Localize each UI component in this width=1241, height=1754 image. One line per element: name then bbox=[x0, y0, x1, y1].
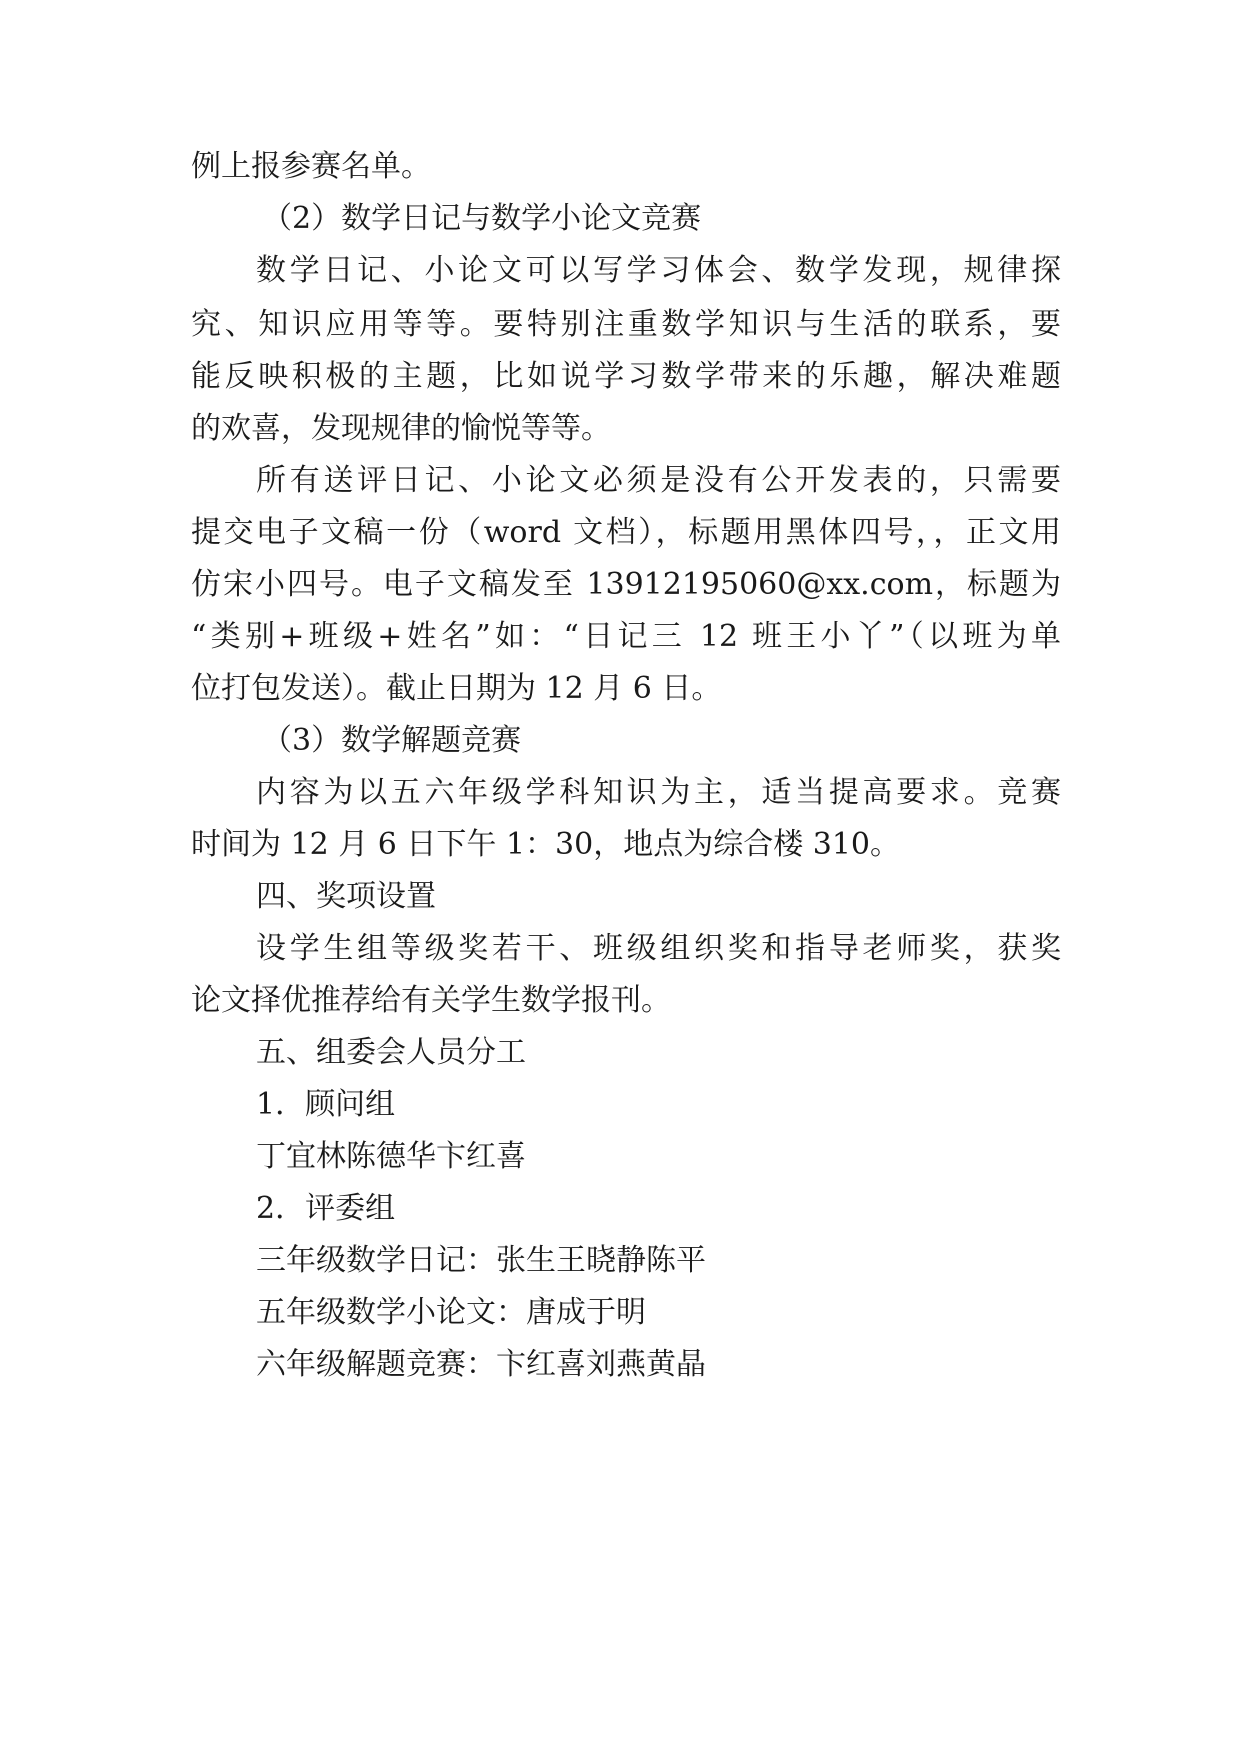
section-heading-2: （2）数学日记与数学小论文竞赛 bbox=[262, 201, 702, 236]
text-line-7: 所有送评日记、小论文必须是没有公开发表的，只需要 bbox=[256, 463, 1061, 498]
text-line-8: 提交电子文稿一份（word 文档），标题用黑体四号，，正文用 bbox=[191, 515, 1061, 550]
text-line-1: 例上报参赛名单。 bbox=[191, 149, 431, 184]
text-line-11: 位打包发送）。截止日期为 12 月 6 日。 bbox=[191, 671, 722, 706]
judges-grade6: 六年级解题竞赛：卞红喜刘燕黄晶 bbox=[256, 1347, 706, 1382]
text-line-16: 设学生组等级奖若干、班级组织奖和指导老师奖，获奖 bbox=[256, 931, 1061, 966]
section-heading-3: （3）数学解题竞赛 bbox=[262, 723, 522, 758]
text-line-6: 的欢喜，发现规律的愉悦等等。 bbox=[191, 411, 611, 446]
section-heading-awards: 四、奖项设置 bbox=[256, 879, 436, 914]
judges-grade3: 三年级数学日记：张生王晓静陈平 bbox=[256, 1243, 706, 1278]
text-line-4: 究、知识应用等等。要特别注重数学知识与生活的联系，要 bbox=[191, 307, 1061, 342]
text-line-14: 时间为 12 月 6 日下午 1：30，地点为综合楼 310。 bbox=[191, 827, 900, 862]
text-line-5: 能反映积极的主题，比如说学习数学带来的乐趣，解决难题 bbox=[191, 359, 1061, 394]
subheading-advisors: 1．顾问组 bbox=[256, 1087, 396, 1122]
text-line-17: 论文择优推荐给有关学生数学报刊。 bbox=[191, 983, 671, 1018]
judges-grade5: 五年级数学小论文：唐成于明 bbox=[256, 1295, 646, 1330]
advisor-names: 丁宜林陈德华卞红喜 bbox=[256, 1139, 526, 1174]
text-line-9: 仿宋小四号。电子文稿发至 13912195060@xx.com，标题为 bbox=[191, 567, 1061, 602]
text-line-10: “类别+班级+姓名”如：“日记三 12 班王小丫”（以班为单 bbox=[191, 619, 1061, 654]
section-heading-committee: 五、组委会人员分工 bbox=[256, 1035, 526, 1070]
subheading-judges: 2．评委组 bbox=[256, 1191, 396, 1226]
text-line-13: 内容为以五六年级学科知识为主，适当提高要求。竞赛 bbox=[256, 775, 1061, 810]
text-line-3: 数学日记、小论文可以写学习体会、数学发现，规律探 bbox=[256, 253, 1061, 288]
